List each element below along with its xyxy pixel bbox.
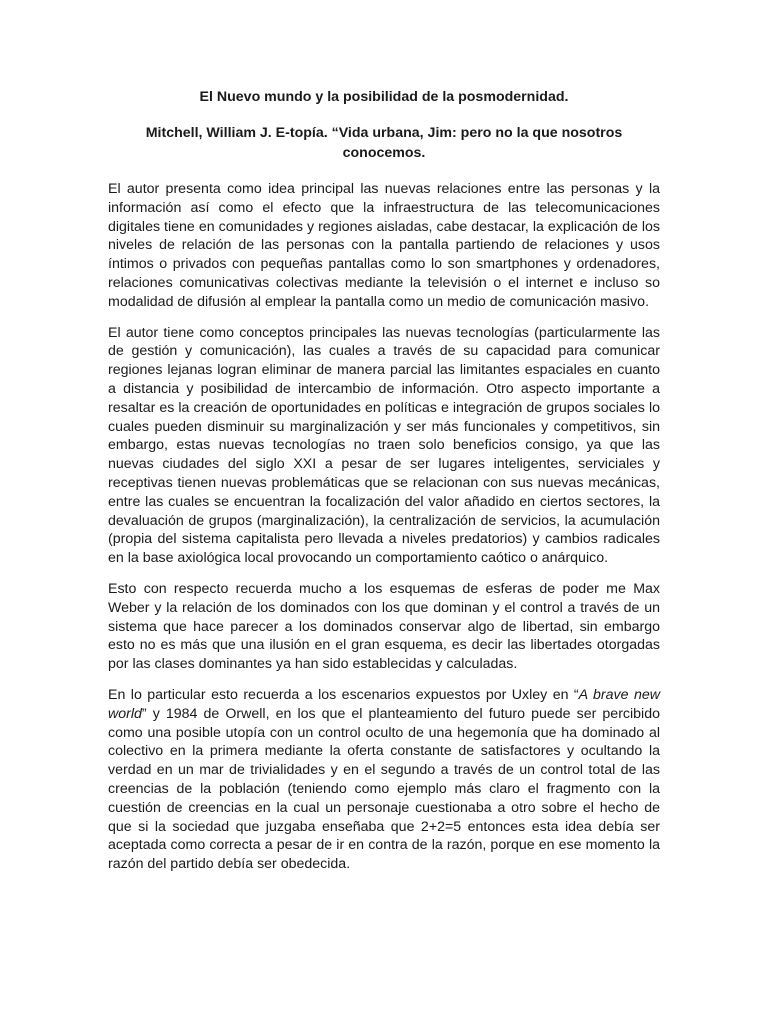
document-subtitle: Mitchell, William J. E-topía. “Vida urbana, Jim: pero no la que nosotros conocemos. bbox=[145, 125, 623, 161]
document-title: El Nuevo mundo y la posibilidad de la posmodernidad. bbox=[199, 89, 569, 105]
paragraph-4 bbox=[108, 686, 660, 874]
paragraph-2: El autor tiene como conceptos principales las nuevas tecnologías (particularmente las de gestión y comunicación), las cuales a través de su capacidad para comunicar regiones lejanas logran eliminar de manera parcial las limitantes espaciales en cuanto a distancia y posibilidad de intercambio de información. Otro aspecto importante a resaltar es la creación de oportunidades en políticas e integración de grupos sociales lo cuales pueden disminuir su marginalización y ser más funcionales y competitivos, sin embargo, estas nuevas tecnologías no traen solo beneficios consigo, ya que las nuevas ciudades del siglo XXI a pesar de ser lugares inteligentes, serviciales y receptivas tienen nuevas problemáticas que se relacionan con sus nuevas mecánicas, entre las cuales se encuentran la focalización del valor añadido en ciertos sectores, la devaluación de grupos (marginalización), la centralización de servicios, la acumulación (propia del sistema capitalista pero llevada a niveles predatorios) y cambios radicales en la base axiológica local provocando un comportamiento caótico o anárquico. bbox=[108, 324, 660, 567]
book-title-italic: A brave new world bbox=[108, 686, 660, 722]
paragraph-3: Esto con respecto recuerda mucho a los esquemas de esferas de poder me Max Weber y la relación de los dominados con los que dominan y el control a través de un sistema que hace parecer a los dominados conservar algo de libertad, sin embargo esto no es más que una ilusión en el gran esquema, es decir las libertades otorgadas por las clases dominantes ya han sido establecidas y calculadas. bbox=[108, 580, 660, 673]
paragraph-4-after: ” y 1984 de Orwell, en los que el planteamiento del futuro puede ser percibido como una posible utopía con un control oculto de una hegemonía que ha dominado al colectivo en la primera mediante la oferta constante de satisfactores y ocultando la verdad en un mar de trivialidades y en el segundo a través de un control total de las creencias de la población (teniendo como ejemplo más claro el fragmento con la cuestión de creencias en la cual un personaje cuestionaba a otro sobre el hecho de que si la sociedad que juzgaba enseñaba que 2+2=5 entonces esta idea debía ser aceptada como correcta a pesar de ir en contra de la razón, porque en ese momento la razón del partido debía ser obedecida. bbox=[108, 705, 660, 873]
paragraph-4-before: En lo particular esto recuerda a los escenarios expuestos por Uxley en “ bbox=[108, 686, 579, 703]
document-page bbox=[108, 88, 660, 886]
paragraph-1: El autor presenta como idea principal las nuevas relaciones entre las personas y la información así como el efecto que la infraestructura de las telecomunicaciones digitales tiene en comunidades y regiones aisladas, cabe destacar, la explicación de los niveles de relación de las personas con la pantalla partiendo de relaciones y usos íntimos o privados con pequeñas pantallas como lo son smartphones y ordenadores, relaciones comunicativas colectivas mediante la televisión o el internet e incluso so modalidad de difusión al emplear la pantalla como un medio de comunicación masivo. bbox=[108, 181, 660, 310]
